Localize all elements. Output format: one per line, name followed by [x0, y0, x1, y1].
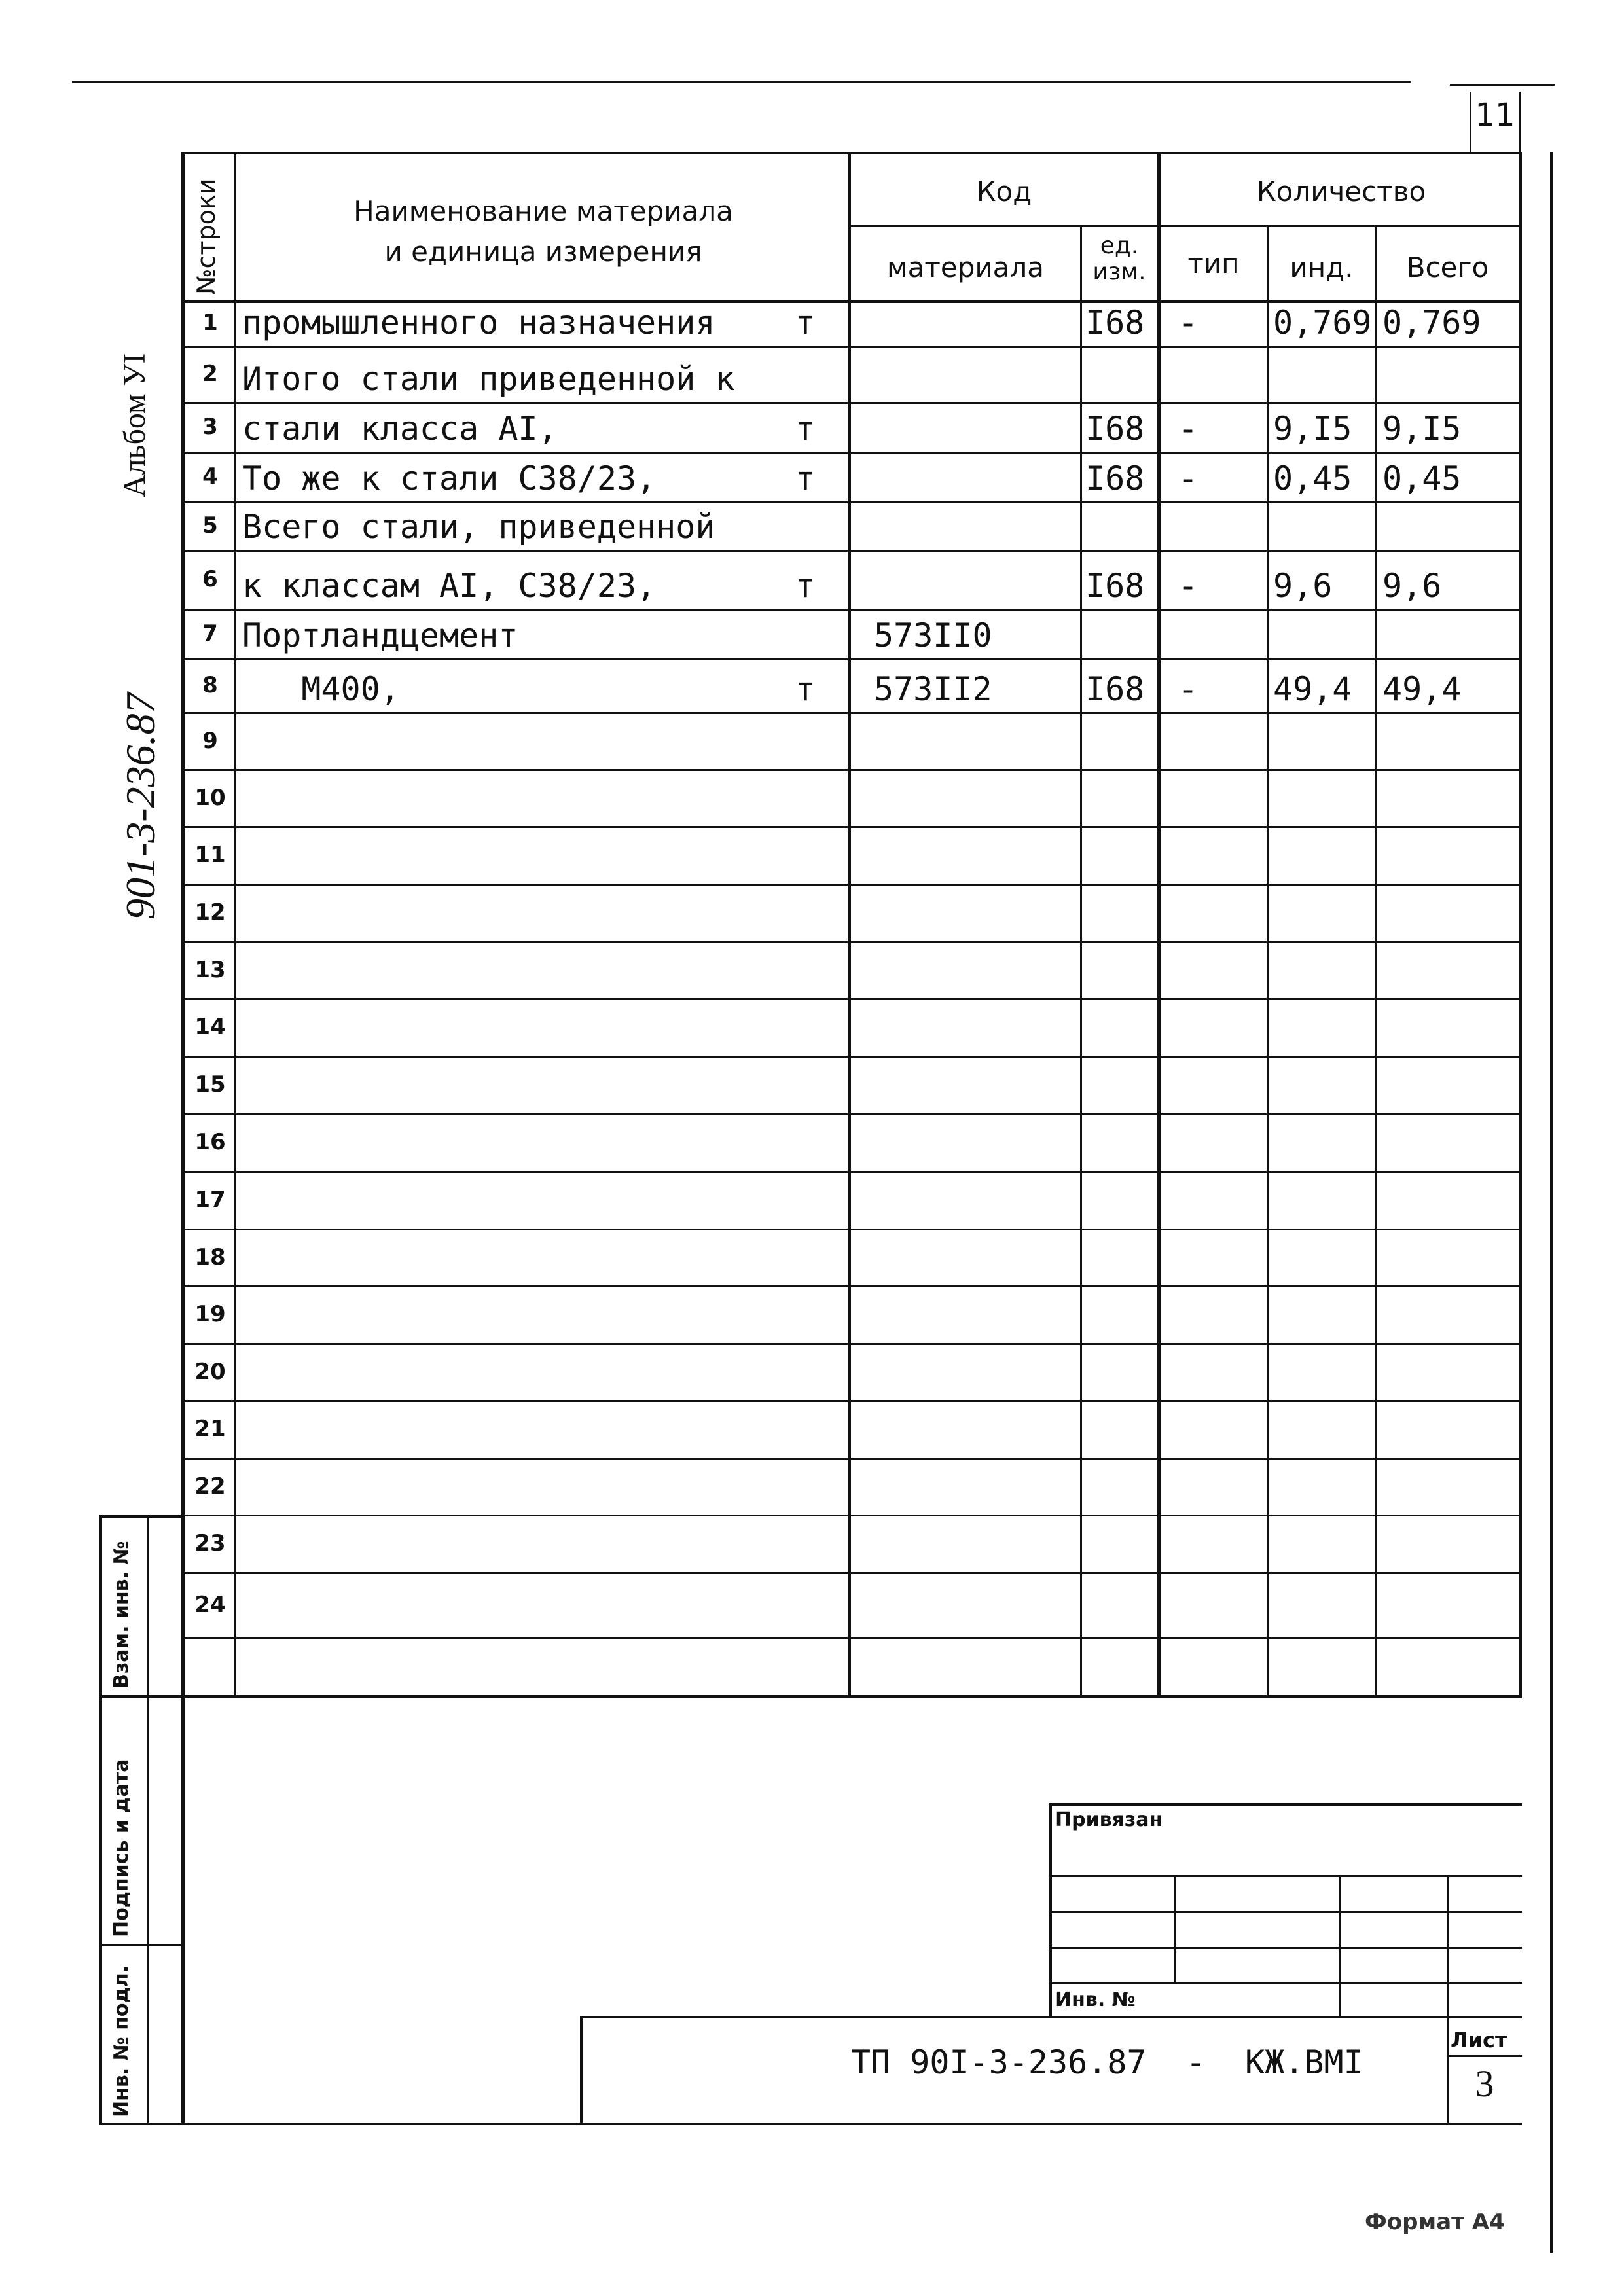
table-line: [1267, 226, 1269, 1696]
row-qty-total: 0,769: [1382, 304, 1481, 342]
row-divider: [185, 402, 1522, 404]
row-unit-code: I68: [1085, 567, 1145, 605]
col-header-code: Код: [976, 175, 1032, 207]
row-number: 10: [194, 784, 226, 811]
row-unit: т: [795, 410, 816, 448]
format-label: Формат А4: [1365, 2209, 1505, 2235]
row-divider: [185, 998, 1522, 1000]
stamp-line: [99, 1515, 102, 2124]
tb-line: [1339, 1875, 1341, 2016]
row-number: 18: [194, 1244, 226, 1270]
page-number: 11: [1475, 97, 1515, 134]
row-qty-total: 9,I5: [1382, 410, 1462, 448]
stamp-podpis-data: Подпись и дата: [110, 1759, 133, 1937]
row-unit-code: I68: [1085, 304, 1145, 342]
row-divider: [185, 550, 1522, 552]
row-qty-ind: 0,769: [1273, 304, 1372, 342]
row-unit-code: I68: [1085, 459, 1145, 497]
col-header-name-line2: и единица измерения: [384, 236, 702, 268]
row-divider: [185, 452, 1522, 454]
row-number: 21: [194, 1416, 226, 1442]
row-number: 23: [194, 1530, 226, 1556]
row-qty-type: -: [1178, 567, 1199, 605]
row-divider: [185, 1637, 1522, 1639]
row-number: 20: [194, 1358, 226, 1385]
row-name: То же к стали С38/23,: [242, 459, 657, 497]
tb-line: [580, 2016, 583, 2124]
top-border-line-right: [1450, 84, 1555, 86]
row-number: 14: [194, 1014, 226, 1040]
table-line: [848, 152, 851, 1696]
row-divider: [185, 346, 1522, 348]
row-name: Портландцемент: [242, 617, 518, 655]
col-header-material: материала: [886, 251, 1044, 283]
row-number: 6: [202, 566, 218, 592]
stamp-line: [99, 1695, 185, 1698]
col-header-quantity: Количество: [1256, 175, 1426, 207]
table-line: [1519, 152, 1522, 1696]
table-line: [181, 1695, 1522, 1698]
row-qty-type: -: [1178, 670, 1199, 708]
row-divider: [185, 1171, 1522, 1173]
top-border-line: [72, 81, 1411, 83]
table-line: [848, 225, 1522, 227]
row-number: 12: [194, 899, 226, 925]
sheet-label: Лист: [1451, 2028, 1507, 2053]
row-qty-ind: 9,6: [1273, 567, 1333, 605]
row-material-code: 573II0: [874, 617, 992, 655]
row-unit-code: I68: [1085, 670, 1145, 708]
row-number: 5: [202, 512, 218, 539]
privyazan-label: Привязан: [1055, 1808, 1163, 1831]
row-name: Всего стали, приведенной: [242, 508, 715, 546]
row-qty-type: -: [1178, 304, 1199, 342]
row-number: 8: [202, 672, 218, 698]
stamp-line: [99, 1515, 185, 1518]
table-line: [181, 300, 1522, 303]
row-divider: [185, 1572, 1522, 1574]
row-divider: [185, 1113, 1522, 1115]
row-divider: [185, 501, 1522, 503]
row-number: 22: [194, 1473, 226, 1499]
row-number: 17: [194, 1187, 226, 1213]
tb-line: [581, 2016, 1522, 2018]
row-name: М400,: [242, 670, 400, 708]
row-number: 19: [194, 1301, 226, 1327]
row-divider: [185, 1515, 1522, 1516]
row-number: 24: [194, 1591, 226, 1618]
row-number: 15: [194, 1071, 226, 1098]
tb-line: [1447, 2055, 1522, 2057]
row-material-code: 573II2: [874, 670, 992, 708]
row-number: 11: [194, 842, 226, 868]
tb-line: [1049, 1947, 1522, 1949]
stamp-inv-podl: Инв. № подл.: [110, 1965, 133, 2117]
row-divider: [185, 826, 1522, 828]
tb-line: [1049, 1982, 1522, 1984]
row-qty-ind: 0,45: [1273, 459, 1352, 497]
row-divider: [185, 1343, 1522, 1345]
col-header-total: Всего: [1406, 251, 1489, 283]
row-divider: [185, 609, 1522, 611]
row-qty-ind: 49,4: [1273, 670, 1352, 708]
page-number-box-right: [1519, 92, 1521, 154]
row-unit: т: [795, 459, 816, 497]
tb-line: [1174, 1875, 1176, 1983]
tb-line: [1049, 1911, 1522, 1913]
stamp-vzam-inv: Взам. инв. №: [110, 1541, 133, 1689]
stamp-line: [99, 1944, 185, 1946]
row-number: 16: [194, 1129, 226, 1155]
row-unit: т: [795, 567, 816, 605]
row-divider: [185, 1458, 1522, 1460]
row-divider: [185, 1056, 1522, 1058]
tb-line: [1049, 1875, 1522, 1877]
row-name: промышленного назначения: [242, 304, 715, 342]
album-label: Альбом УI: [117, 353, 152, 497]
col-header-ind: инд.: [1290, 251, 1354, 283]
col-header-type: тип: [1187, 247, 1240, 279]
row-qty-type: -: [1178, 459, 1199, 497]
row-divider: [185, 941, 1522, 943]
right-border-line: [1550, 152, 1553, 2253]
row-qty-total: 49,4: [1382, 670, 1462, 708]
album-code: 901-3-236.87: [117, 692, 164, 920]
document-code: ТП 90I-3-236.87 - КЖ.ВМI: [851, 2043, 1363, 2081]
row-qty-total: 0,45: [1382, 459, 1462, 497]
tb-line: [1049, 1803, 1522, 1806]
stamp-line: [147, 1515, 149, 2124]
table-line: [1375, 226, 1377, 1696]
col-header-row-no: №строки: [192, 178, 221, 295]
stamp-line: [99, 2123, 1522, 2125]
col-header-name-line1: Наименование материала: [353, 195, 733, 227]
row-number: 7: [202, 620, 218, 647]
row-number: 3: [202, 414, 218, 440]
row-name: стали класса AI,: [242, 410, 558, 448]
inv-no-label: Инв. №: [1055, 1988, 1136, 2011]
row-divider: [185, 769, 1522, 771]
row-divider: [185, 658, 1522, 660]
row-divider: [185, 1400, 1522, 1402]
row-divider: [185, 712, 1522, 714]
row-qty-total: 9,6: [1382, 567, 1442, 605]
row-qty-ind: 9,I5: [1273, 410, 1352, 448]
row-unit: т: [795, 304, 816, 342]
row-divider: [185, 884, 1522, 886]
col-header-unit: ед. изм.: [1092, 232, 1146, 285]
stamp-line: [181, 1695, 185, 2124]
row-number: 2: [202, 361, 218, 387]
row-unit-code: I68: [1085, 410, 1145, 448]
row-divider: [185, 1285, 1522, 1287]
row-number: 1: [202, 310, 218, 336]
row-number: 9: [202, 727, 218, 754]
row-number: 13: [194, 956, 226, 983]
row-unit: т: [795, 670, 816, 708]
table-line: [181, 152, 1522, 154]
row-name: к классам AI, С38/23,: [242, 567, 657, 605]
row-name: Итого стали приведенной к: [242, 360, 735, 398]
row-qty-type: -: [1178, 410, 1199, 448]
row-number: 4: [202, 463, 218, 490]
row-divider: [185, 1229, 1522, 1230]
table-line: [1157, 152, 1161, 1696]
table-line: [1080, 226, 1082, 1696]
sheet-number: 3: [1475, 2062, 1494, 2105]
tb-line: [1049, 1803, 1052, 2016]
